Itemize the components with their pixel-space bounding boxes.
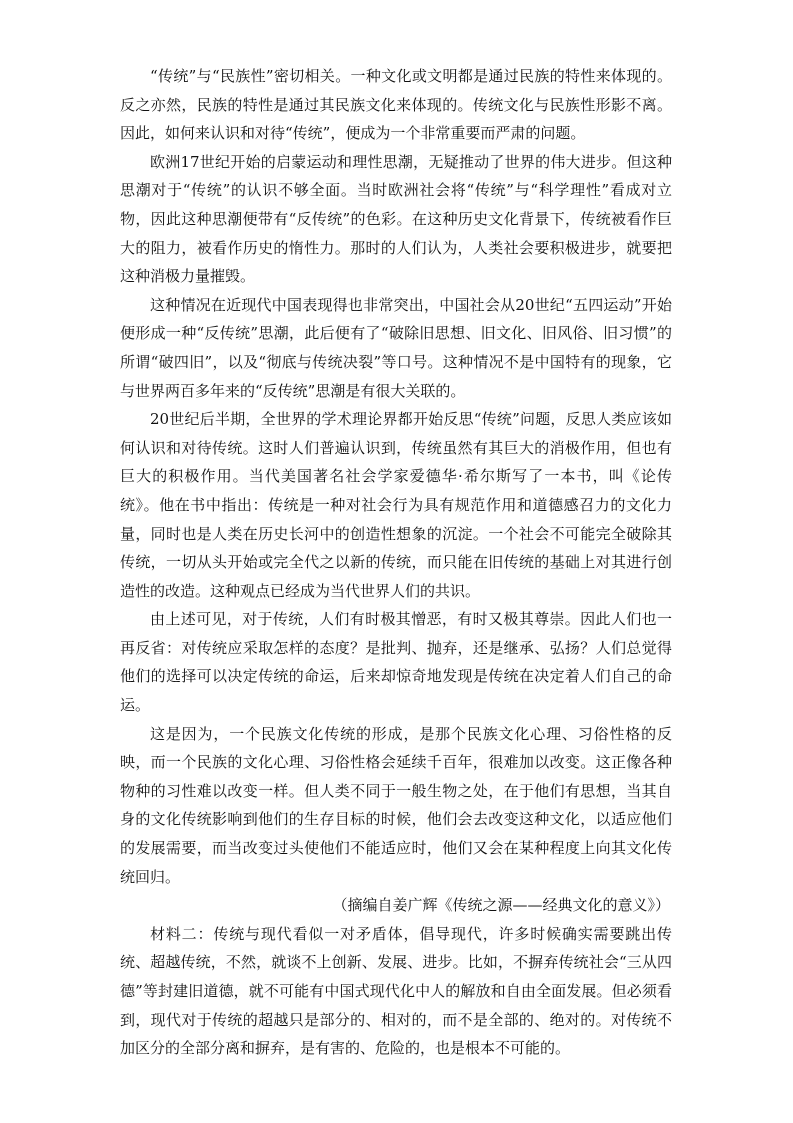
paragraph-attitude-toward-tradition: 由上述可见，对于传统，人们有时极其憎恶，有时又极其尊崇。因此人们也一再反省：对传统应采取怎样的态度？是批判、抛弃，还是继承、弘扬？人们总觉得他们的选择可以决定传统的命运，后来却惊奇地发现是传统在决定着人们自己的命运。 xyxy=(120,610,672,715)
paragraph-twentieth-century-reflection: 20世纪后半期，全世界的学术理论界都开始反思“传统”问题，反思人类应该如何认识和对待传统。这时人们普遍认识到，传统虽然有其巨大的消极作用，但也有巨大的积极作用。当代美国著名社会学家爱德华·希尔斯写了一本书，叫《论传统》。他在书中指出：传统是一种对社会行为具有规范作用和道德感召力的文化力量，同时也是人类在历史长河中的创造性想象的沉淀。一个社会不可能完全破除其传统，一切从头开始或完全代之以新的传统，而只能在旧传统的基础上对其进行创造性的改造。这种观点已经成为当代世界人们的共识。 xyxy=(120,410,672,600)
paragraph-tradition-and-nationality: “传统”与“民族性”密切相关。一种文化或文明都是通过民族的特性来体现的。反之亦然，民族的特性是通过其民族文化来体现的。传统文化与民族性形影不离。因此，如何来认识和对待“传统”，便成为一个非常重要而严肃的问题。 xyxy=(120,67,672,143)
source-citation: （摘编自姜广辉《传统之源——经典文化的意义》） xyxy=(332,896,670,915)
paragraph-cultural-psychology: 这是因为，一个民族文化传统的形成，是那个民族文化心理、习俗性格的反映，而一个民族的文化心理、习俗性格会延续千百年，很难加以改变。这正像各种物种的习性难以改变一样。但人类不同于一般生物之处，在于他们有思想，当其自身的文化传统影响到他们的生存目标的时候，他们会去改变这种文化，以适应他们的发展需要，而当改变过头使他们不能适应时，他们又会在某种程度上向其文化传统回归。 xyxy=(120,724,672,886)
document-page xyxy=(120,62,672,1063)
paragraph-modern-china: 这种情况在近现代中国表现得也非常突出，中国社会从20世纪“五四运动”开始便形成一种“反传统”思潮，此后便有了“破除旧思想、旧文化、旧风俗、旧习惯”的所谓“破四旧”，以及“彻底与传统决裂”等口号。这种情况不是中国特有的现象，它与世界两百多年来的“反传统”思潮是有很大关联的。 xyxy=(120,295,672,400)
paragraph-european-enlightenment: 欧洲17世纪开始的启蒙运动和理性思潮，无疑推动了世界的伟大进步。但这种思潮对于“传统”的认识不够全面。当时欧洲社会将“传统”与“科学理性”看成对立物，因此这种思潮便带有“反传统”的色彩。在这种历史文化背景下，传统被看作巨大的阻力，被看作历史的惰性力。那时的人们认为，人类社会要积极进步，就要把这种消极力量摧毁。 xyxy=(120,152,672,286)
paragraph-material-two: 材料二：传统与现代看似一对矛盾体，倡导现代，许多时候确实需要跳出传统、超越传统，不然，就谈不上创新、发展、进步。比如，不摒弃传统社会“三从四德”等封建旧道德，就不可能有中国式现代化中人的解放和自由全面发展。但必须看到，现代对于传统的超越只是部分的、相对的，而不是全部的、绝对的。对传统不加区分的全部分离和摒弃，是有害的、危险的，也是根本不可能的。 xyxy=(120,924,672,1058)
